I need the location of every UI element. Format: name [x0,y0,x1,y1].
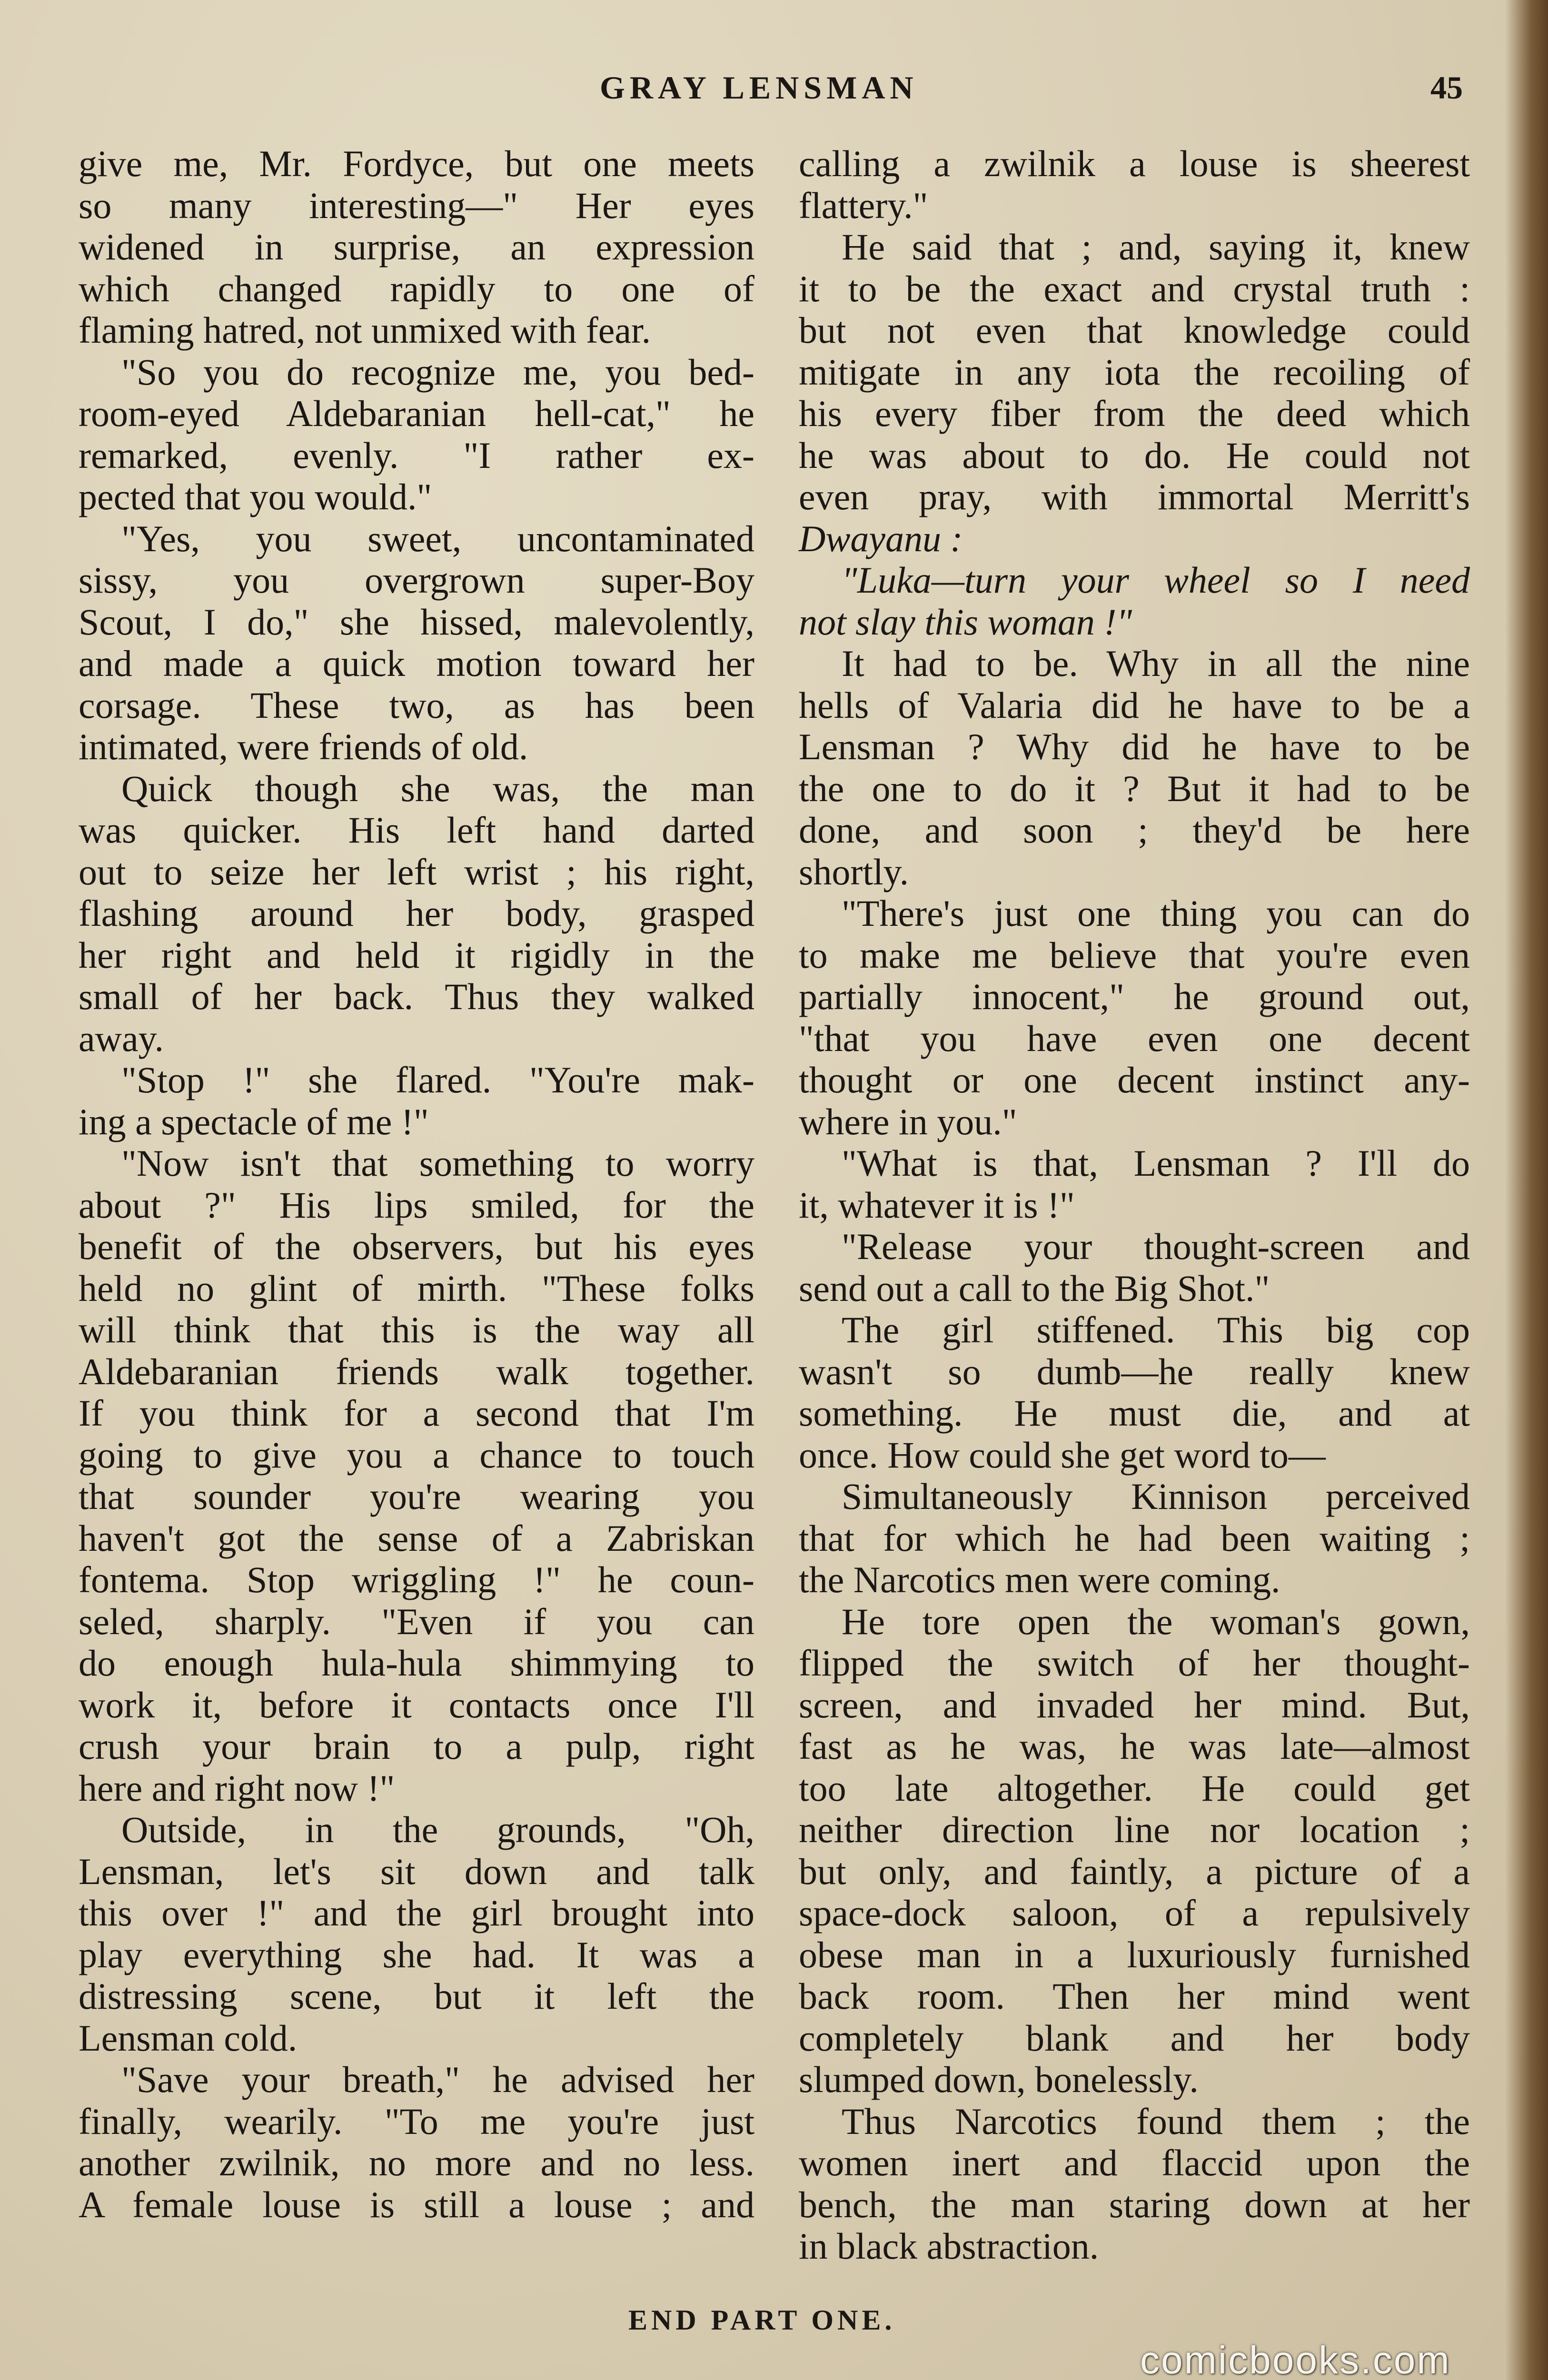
text-line: work it, before it contacts once I'll [79,1684,754,1726]
text-line: it to be the exact and crystal truth : [799,268,1470,309]
text-line: where in you." [799,1101,1017,1142]
text-line: Outside, in the grounds, "Oh, [121,1809,754,1850]
running-title: GRAY LENSMAN [600,69,918,106]
text-line: going to give you a chance to touch [79,1434,754,1476]
text-line: flashing around her body, grasped [79,892,754,934]
text-line: Lensman ? Why did he have to be [799,726,1470,767]
text-line: remarked, evenly. "I rather ex- [79,434,754,476]
text-line: seled, sharply. "Even if you can [79,1600,754,1642]
text-line: "Release your thought-screen and [842,1226,1470,1267]
text-line: sissy, you overgrown super-Boy [79,559,754,601]
text-line: ing a spectacle of me !" [79,1101,429,1142]
text-line: Lensman, let's sit down and talk [79,1850,754,1892]
text-line: He said that ; and, saying it, knew [842,226,1470,268]
text-line: that sounder you're wearing you [79,1476,754,1517]
text-line: about ?" His lips smiled, for the [79,1184,754,1226]
text-line: too late altogether. He could get [799,1767,1470,1809]
text-line: The girl stiffened. This big cop [842,1309,1470,1350]
text-line: even pray, with immortal Merritt's [799,476,1470,517]
text-line: flaming hatred, not unmixed with fear. [79,309,651,351]
text-line: partially innocent," he ground out, [799,976,1470,1017]
text-line: "Yes, you sweet, uncontaminated [121,517,754,559]
text-line: so many interesting—" Her eyes [79,184,754,226]
text-line: her right and held it rigidly in the [79,934,754,976]
text-line: done, and soon ; they'd be here [799,809,1470,851]
text-line: and made a quick motion toward her [79,643,754,684]
text-line: back room. Then her mind went [799,1975,1470,2017]
text-line: not slay this woman !" [799,601,1132,643]
text-line: flipped the switch of her thought- [799,1642,1470,1684]
text-line: "So you do recognize me, you bed- [121,351,754,393]
text-line: "Save your breath," he advised her [121,2059,754,2100]
text-line: in black abstraction. [799,2225,1099,2267]
text-line: widened in surprise, an expression [79,226,754,268]
text-line: haven't got the sense of a Zabriskan [79,1517,754,1559]
text-line: another zwilnik, no more and no less. [79,2142,754,2183]
text-line: "Stop !" she flared. "You're mak- [121,1059,754,1101]
text-line: space-dock saloon, of a repulsively [799,1892,1470,1934]
text-line: pected that you would." [79,476,432,517]
text-line: "There's just one thing you can do [842,892,1470,934]
text-line: give me, Mr. Fordyce, but one meets [79,143,754,184]
text-line: small of her back. Thus they walked [79,976,754,1017]
text-line: room-eyed Aldebaranian hell-cat," he [79,393,754,434]
text-line: do enough hula-hula shimmying to [79,1642,754,1684]
text-line: Lensman cold. [79,2017,298,2059]
text-line: slumped down, bonelessly. [799,2059,1199,2100]
text-line: Simultaneously Kinnison perceived [842,1476,1470,1517]
text-line: was quicker. His left hand darted [79,809,754,851]
text-line: that for which he had been waiting ; [799,1517,1470,1559]
text-line: women inert and flaccid upon the [799,2142,1470,2183]
text-line: flattery." [799,184,928,226]
text-line: obese man in a luxuriously furnished [799,1934,1470,1975]
text-line: this over !" and the girl brought into [79,1892,754,1934]
text-line: to make me believe that you're even [799,934,1470,976]
text-line: Aldebaranian friends walk together. [79,1350,754,1392]
left-text-column [79,143,754,2225]
text-line: intimated, were friends of old. [79,726,528,767]
watermark-logo: comicbooks.com [1140,2339,1451,2380]
text-line: "What is that, Lensman ? I'll do [842,1142,1470,1184]
text-line: "that you have even one decent [799,1017,1470,1059]
text-line: it, whatever it is !" [799,1184,1075,1226]
text-line: bench, the man staring down at her [799,2183,1470,2225]
text-line: "Luka—turn your wheel so I need [842,559,1470,601]
text-line: fast as he was, he was late—almost [799,1726,1470,1767]
text-line: once. How could she get word to— [799,1434,1326,1476]
text-line: held no glint of mirth. "These folks [79,1267,754,1309]
text-line: which changed rapidly to one of [79,268,754,309]
text-line: his every fiber from the deed which [799,393,1470,434]
text-line: A female louse is still a louse ; and [79,2183,754,2225]
text-line: but only, and faintly, a picture of a [799,1850,1470,1892]
text-line: out to seize her left wrist ; his right, [79,851,754,892]
text-line: will think that this is the way all [79,1309,754,1350]
text-line: screen, and invaded her mind. But, [799,1684,1470,1726]
text-line: Thus Narcotics found them ; the [842,2100,1470,2142]
text-line: Scout, I do," she hissed, malevolently, [79,601,754,643]
right-text-column [799,143,1470,2267]
text-line: wasn't so dumb—he really knew [799,1350,1470,1392]
text-line: mitigate in any iota the recoiling of [799,351,1470,393]
page-header [0,69,1548,112]
text-line: crush your brain to a pulp, right [79,1726,754,1767]
text-line: the Narcotics men were coming. [799,1559,1280,1600]
text-line: the one to do it ? But it had to be [799,767,1470,809]
text-line: but not even that knowledge could [799,309,1470,351]
text-line: away. [79,1017,164,1059]
end-part-note: END PART ONE. [628,2304,896,2336]
page-number: 45 [1430,69,1463,106]
text-line: finally, wearily. "To me you're just [79,2100,754,2142]
text-line: fontema. Stop wriggling !" he coun- [79,1559,754,1600]
text-line: he was about to do. He could not [799,434,1470,476]
text-line: Dwayanu : [799,517,963,559]
text-line: calling a zwilnik a louse is sheerest [799,143,1470,184]
text-line: benefit of the observers, but his eyes [79,1226,754,1267]
text-line: If you think for a second that I'm [79,1392,754,1434]
text-line: here and right now !" [79,1767,395,1809]
text-line: shortly. [799,851,909,892]
text-line: It had to be. Why in all the nine [842,643,1470,684]
text-line: corsage. These two, as has been [79,684,754,726]
text-line: thought or one decent instinct any- [799,1059,1470,1101]
text-line: completely blank and her body [799,2017,1470,2059]
text-line: hells of Valaria did he have to be a [799,684,1470,726]
page-edge-shadow [1505,0,1548,2380]
text-line: He tore open the woman's gown, [842,1600,1470,1642]
text-line: send out a call to the Big Shot." [799,1267,1270,1309]
text-line: distressing scene, but it left the [79,1975,754,2017]
text-line: play everything she had. It was a [79,1934,754,1975]
text-line: something. He must die, and at [799,1392,1470,1434]
text-line: Quick though she was, the man [121,767,754,809]
text-line: "Now isn't that something to worry [121,1142,754,1184]
text-line: neither direction line nor location ; [799,1809,1470,1850]
